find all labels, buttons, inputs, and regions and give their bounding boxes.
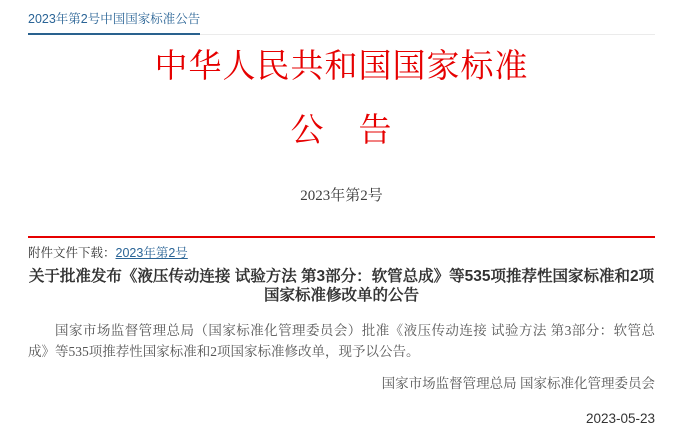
masthead-title-line1: 中华人民共和国国家标准 xyxy=(154,49,529,85)
notice-body-paragraph: 国家市场监督管理总局（国家标准化管理委员会）批准《液压传动连接 试验方法 第3部分：软管总成》等535项推荐性国家标准和2项国家标准修改单，现予以公告。 xyxy=(28,322,655,360)
publication-date: 2023-05-23 xyxy=(585,410,655,426)
red-divider xyxy=(28,236,655,238)
attachment-download-link[interactable]: 2023年第2号 xyxy=(115,245,188,260)
attachment-row xyxy=(28,243,655,261)
issuing-authority-signature: 国家市场监督管理总局 国家标准化管理委员会 xyxy=(381,375,655,391)
tab-current-announcement[interactable]: 2023年第2号中国国家标准公告 xyxy=(28,9,200,35)
tab-bar xyxy=(28,0,655,35)
notice-heading: 关于批准发布《液压传动连接 试验方法 第3部分：软管总成》等535项推荐性国家标准和2项国家标准修改单的公告 xyxy=(28,267,655,304)
attachment-label: 附件文件下载： xyxy=(28,245,116,260)
masthead-title-line2: 公 告 xyxy=(290,112,393,149)
issue-number: 2023年第2号 xyxy=(300,187,383,204)
